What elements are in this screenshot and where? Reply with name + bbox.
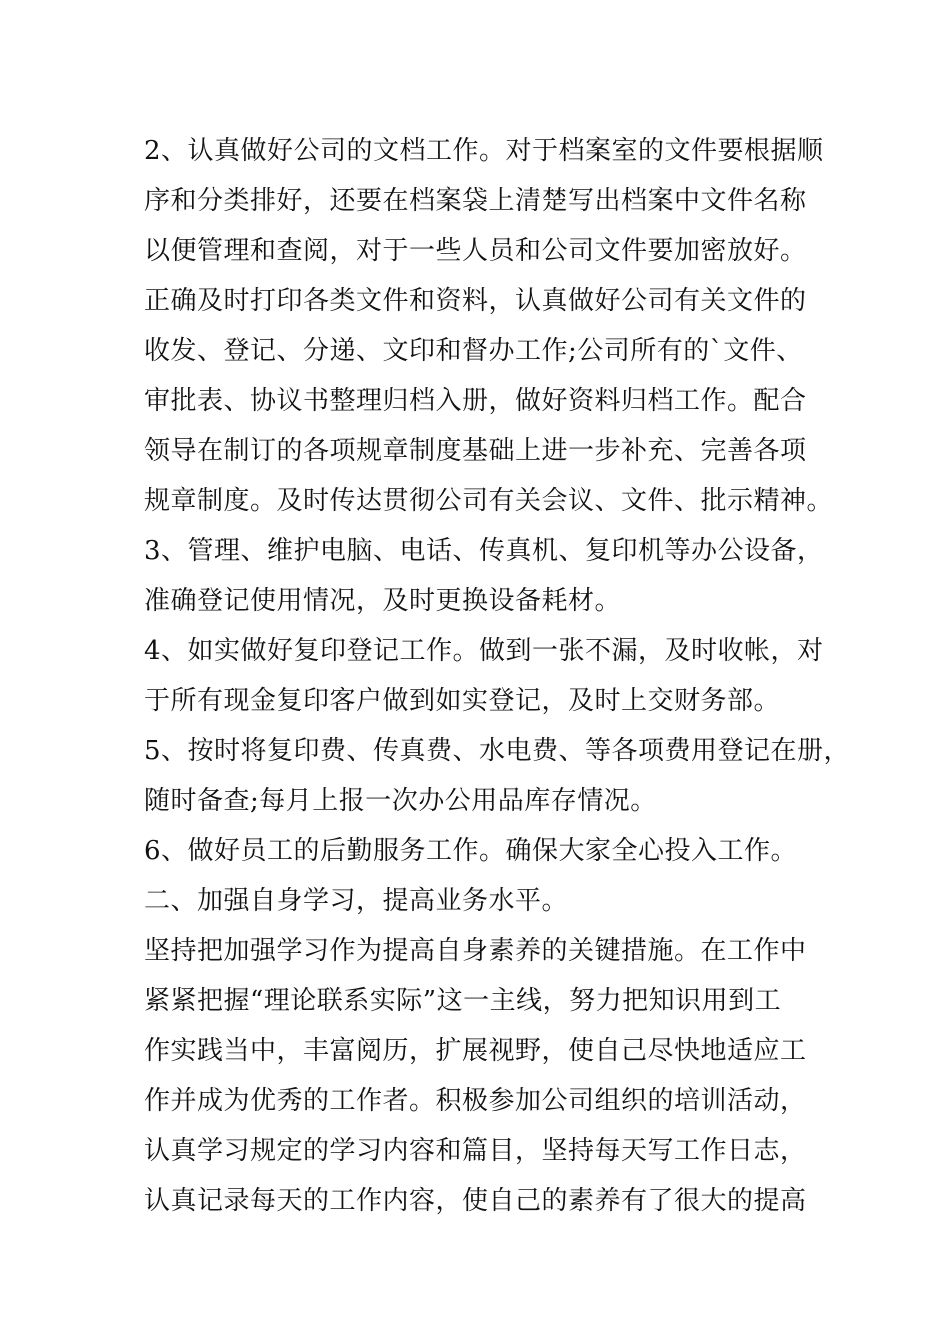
text-line: 4、如实做好复印登记工作。做到一张不漏，及时收帐，对 (144, 636, 824, 666)
text-line: 6、做好员工的后勤服务工作。确保大家全心投入工作。 (144, 836, 798, 866)
text-line: 领导在制订的各项规章制度基础上进一步补充、完善各项 (144, 436, 807, 466)
text-line: 紧紧把握“理论联系实际”这一主线，努力把知识用到工 (144, 986, 782, 1016)
text-line: 2、认真做好公司的文档工作。对于档案室的文件要根据顺 (144, 136, 824, 166)
text-line: 坚持把加强学习作为提高自身素养的关键措施。在工作中 (144, 936, 807, 966)
text-line: 认真记录每天的工作内容，使自己的素养有了很大的提高 (144, 1186, 807, 1216)
text-line: 正确及时打印各类文件和资料，认真做好公司有关文件的 (144, 286, 807, 316)
section-heading: 二、加强自身学习，提高业务水平。 (144, 886, 569, 916)
text-line: 于所有现金复印客户做到如实登记，及时上交财务部。 (144, 686, 781, 716)
text-line: 作实践当中，丰富阅历，扩展视野，使自己尽快地适应工 (144, 1036, 807, 1066)
text-line: 规章制度。及时传达贯彻公司有关会议、文件、批示精神。 (144, 486, 834, 516)
text-line: 认真学习规定的学习内容和篇目，坚持每天写工作日志， (144, 1136, 807, 1166)
text-line: 序和分类排好，还要在档案袋上清楚写出档案中文件名称 (144, 186, 807, 216)
document-body (144, 126, 851, 1226)
text-line: 作并成为优秀的工作者。积极参加公司组织的培训活动， (144, 1086, 807, 1116)
text-line: 准确登记使用情况，及时更换设备耗材。 (144, 586, 622, 616)
text-line: 收发、登记、分递、文印和督办工作;公司所有的`文件、 (144, 336, 803, 366)
text-line: 以便管理和查阅，对于一些人员和公司文件要加密放好。 (144, 236, 807, 266)
text-line: 3、管理、维护电脑、电话、传真机、复印机等办公设备， (144, 536, 824, 566)
text-line: 5、按时将复印费、传真费、水电费、等各项费用登记在册， (144, 736, 851, 766)
text-line: 随时备查;每月上报一次办公用品库存情况。 (144, 786, 657, 816)
text-line: 审批表、协议书整理归档入册，做好资料归档工作。配合 (144, 386, 807, 416)
